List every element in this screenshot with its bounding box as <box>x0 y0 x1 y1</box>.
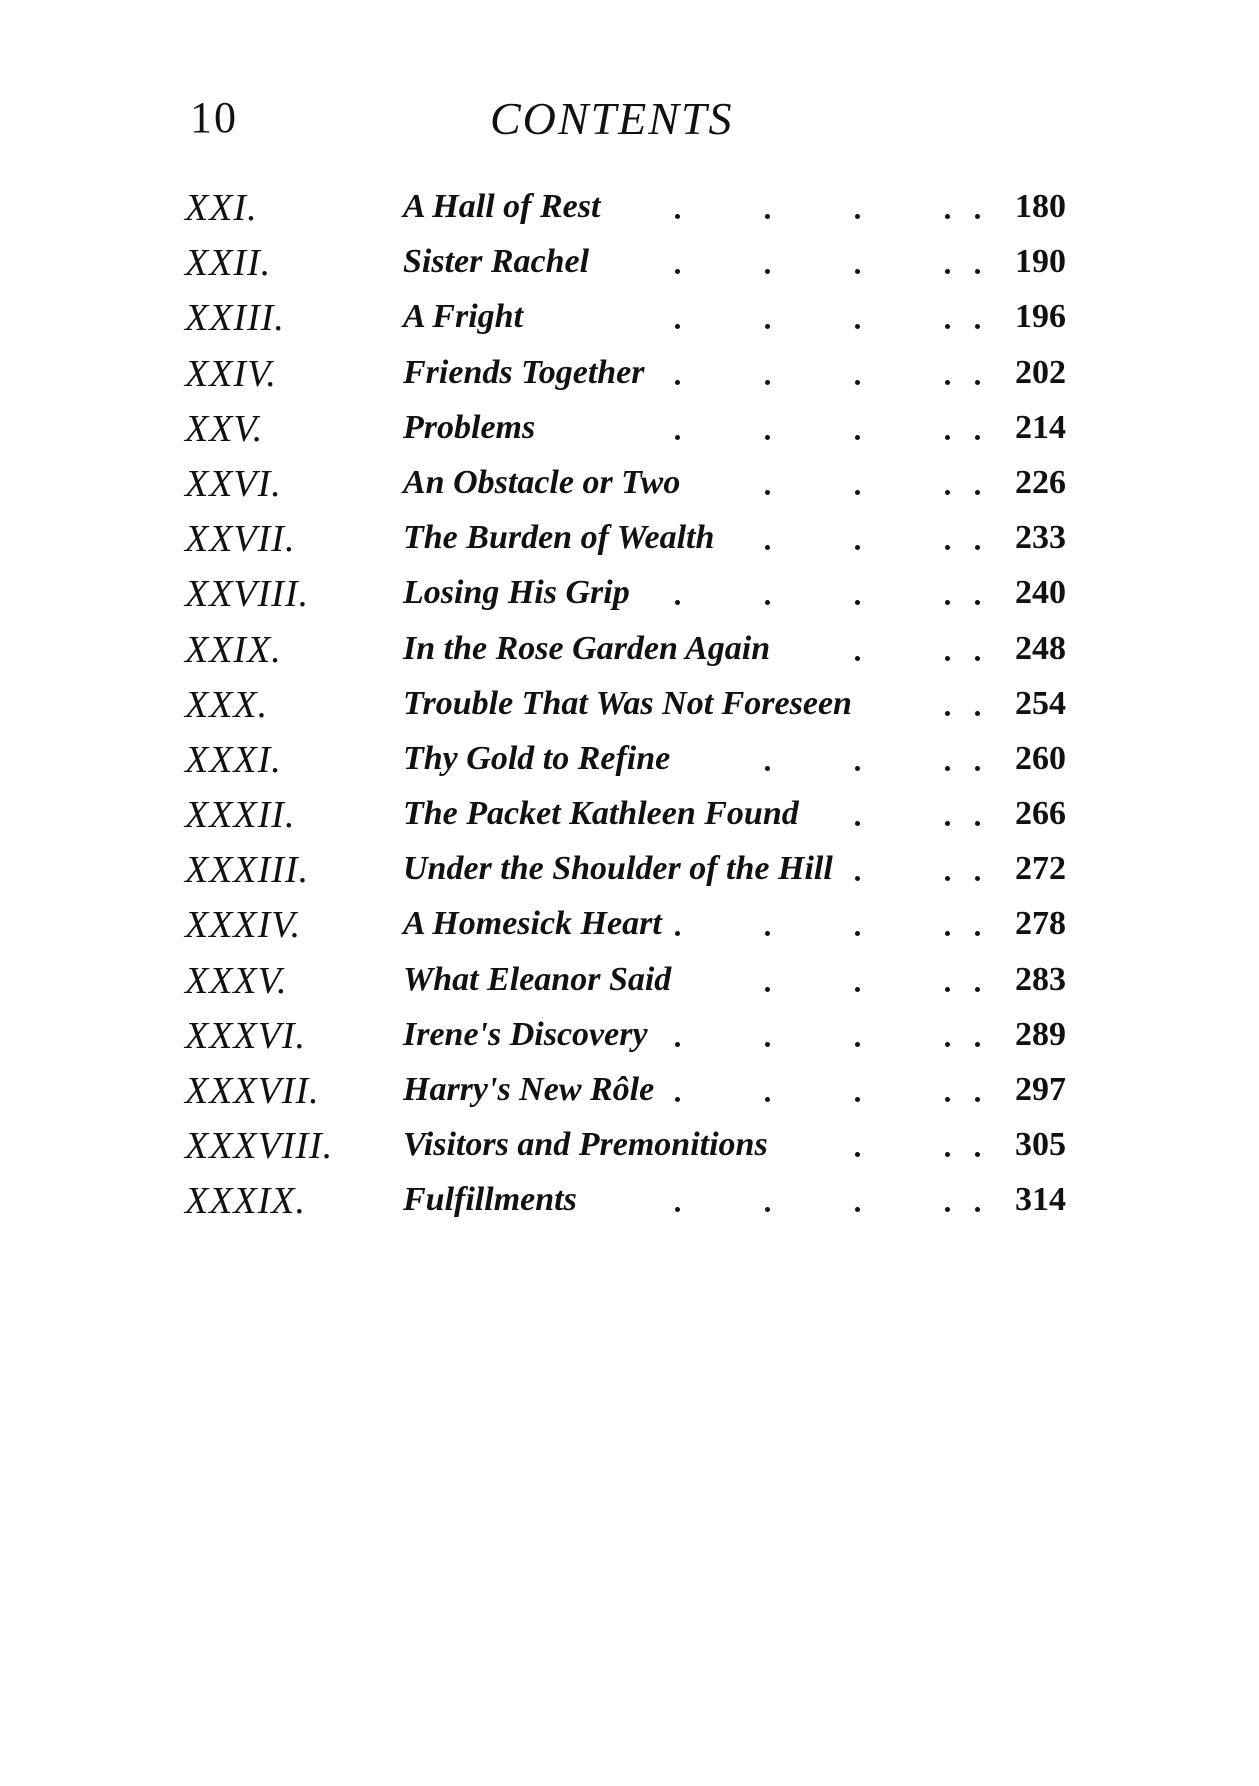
leader-dot <box>945 931 950 936</box>
toc-entry <box>185 628 1085 683</box>
toc-entry <box>185 959 1085 1014</box>
dot-leader <box>185 245 1085 285</box>
leader-dot <box>975 269 980 274</box>
dot-leader <box>185 852 1085 892</box>
toc-entry <box>185 683 1085 738</box>
leader-dot <box>975 987 980 992</box>
dot-leader <box>185 1015 1085 1058</box>
chapter-title: The Burden of Wealth <box>403 519 715 557</box>
leader-dot <box>765 324 770 329</box>
leader-dot <box>975 600 980 605</box>
dot-leader <box>185 576 1085 616</box>
page-reference: 214 <box>1015 408 1066 446</box>
dot-leader <box>185 1183 1085 1223</box>
leader-dot <box>975 214 980 219</box>
leader-dot <box>765 600 770 605</box>
toc-entry <box>185 296 1085 351</box>
leader-dot <box>675 600 680 605</box>
leader-dot <box>975 380 980 385</box>
dot-leader <box>185 300 1085 340</box>
chapter-title: The Packet Kathleen Found <box>403 795 799 833</box>
leader-dot <box>855 269 860 274</box>
table-of-contents <box>185 186 1085 1235</box>
leader-dot <box>765 435 770 440</box>
chapter-title: Friends Together <box>403 353 645 391</box>
page-reference: 226 <box>1015 463 1066 501</box>
toc-entry <box>185 572 1085 627</box>
chapter-title: What Eleanor Said <box>403 960 672 998</box>
chapter-title: Thy Gold to Refine <box>403 739 671 777</box>
chapter-title: Harry's New Rôle <box>403 1071 655 1108</box>
toc-entry <box>185 848 1085 903</box>
dot-leader <box>185 408 1085 451</box>
toc-entry <box>185 1179 1085 1234</box>
leader-dot <box>975 1207 980 1212</box>
leader-dot <box>675 1042 680 1047</box>
page-reference: 260 <box>1015 739 1066 777</box>
leader-dot <box>765 987 770 992</box>
dot-leader <box>185 907 1085 947</box>
chapter-title: Fulfillments <box>403 1181 577 1219</box>
chapter-number: XXXIV. <box>185 904 302 947</box>
leader-dot <box>945 1152 950 1157</box>
page-reference: 196 <box>1015 298 1066 336</box>
page-reference: 314 <box>1015 1181 1066 1219</box>
leader-dot <box>945 380 950 385</box>
chapter-number: XXVII. <box>185 518 296 561</box>
chapter-title: Losing His Grip <box>403 574 630 612</box>
toc-entry <box>185 462 1085 517</box>
leader-dot <box>945 600 950 605</box>
toc-entry <box>185 352 1085 407</box>
chapter-number: XXXV. <box>185 959 288 1002</box>
leader-dot <box>675 214 680 219</box>
chapter-number: XXXVIII. <box>185 1125 334 1168</box>
page-reference: 289 <box>1015 1015 1066 1053</box>
leader-dot <box>855 545 860 550</box>
leader-dot <box>945 324 950 329</box>
page-reference: 305 <box>1015 1126 1066 1164</box>
chapter-number: XXV. <box>185 407 264 450</box>
leader-dot <box>945 435 950 440</box>
leader-dot <box>675 1207 680 1212</box>
page-reference: 180 <box>1015 188 1066 225</box>
leader-dot <box>855 656 860 661</box>
leader-dot <box>675 380 680 385</box>
chapter-title: Problems <box>403 408 536 446</box>
leader-dot <box>765 1097 770 1102</box>
leader-dot <box>675 1097 680 1102</box>
leader-dot <box>945 766 950 771</box>
leader-dot <box>975 711 980 716</box>
leader-dot <box>765 269 770 274</box>
chapter-title: A Fright <box>403 298 524 336</box>
dot-leader <box>185 463 1085 506</box>
chapter-title: Visitors and Premonitions <box>403 1126 768 1164</box>
leader-dot <box>975 821 980 826</box>
leader-dot <box>765 490 770 495</box>
chapter-number: XXIX. <box>185 628 282 671</box>
dot-leader <box>185 353 1085 396</box>
chapter-title: In the Rose Garden Again <box>403 629 771 667</box>
chapter-number: XXIV. <box>185 352 277 395</box>
leader-dot <box>945 545 950 550</box>
leader-dot <box>855 931 860 936</box>
leader-dot <box>855 987 860 992</box>
dot-leader <box>185 960 1085 1003</box>
chapter-number: XXVIII. <box>185 573 310 616</box>
page-reference: 283 <box>1015 960 1066 998</box>
leader-dot <box>765 931 770 936</box>
chapter-title: An Obstacle or Two <box>403 463 681 501</box>
leader-dot <box>855 435 860 440</box>
leader-dot <box>975 656 980 661</box>
dot-leader <box>185 1073 1085 1113</box>
dot-leader <box>185 521 1085 561</box>
leader-dot <box>855 876 860 881</box>
leader-dot <box>945 711 950 716</box>
leader-dot <box>975 1097 980 1102</box>
leader-dot <box>975 545 980 550</box>
page-reference: 297 <box>1015 1071 1066 1108</box>
leader-dot <box>675 269 680 274</box>
leader-dot <box>765 1042 770 1047</box>
leader-dot <box>855 766 860 771</box>
leader-dot <box>855 1097 860 1102</box>
leader-dot <box>975 490 980 495</box>
leader-dot <box>945 490 950 495</box>
page-number: 10 <box>190 93 238 142</box>
page-reference: 233 <box>1015 519 1066 557</box>
toc-entry <box>185 1069 1085 1124</box>
toc-entry <box>185 903 1085 958</box>
leader-dot <box>765 214 770 219</box>
leader-dot <box>945 987 950 992</box>
page-reference: 202 <box>1015 353 1066 391</box>
toc-entry <box>185 1124 1085 1179</box>
dot-leader <box>185 797 1085 837</box>
dot-leader <box>185 190 1085 230</box>
leader-dot <box>765 545 770 550</box>
toc-entry <box>185 793 1085 848</box>
toc-entry <box>185 517 1085 572</box>
dot-leader <box>185 1128 1085 1168</box>
leader-dot <box>675 931 680 936</box>
toc-entry <box>185 1014 1085 1069</box>
toc-entry <box>185 738 1085 793</box>
chapter-number: XXII. <box>185 242 272 285</box>
toc-entry <box>185 186 1085 241</box>
chapter-number: XXXI. <box>185 738 282 781</box>
page-reference: 240 <box>1015 574 1066 612</box>
leader-dot <box>945 821 950 826</box>
leader-dot <box>975 766 980 771</box>
toc-entry <box>185 407 1085 462</box>
leader-dot <box>855 1207 860 1212</box>
leader-dot <box>975 931 980 936</box>
leader-dot <box>855 214 860 219</box>
dot-leader <box>185 629 1085 672</box>
page-reference: 248 <box>1015 629 1066 667</box>
toc-entry <box>185 241 1085 296</box>
chapter-title: Sister Rachel <box>403 243 590 281</box>
page-reference: 190 <box>1015 243 1066 281</box>
leader-dot <box>945 1207 950 1212</box>
page-reference: 272 <box>1015 850 1066 888</box>
leader-dot <box>765 1207 770 1212</box>
chapter-number: XXXIX. <box>185 1180 307 1223</box>
chapter-title: Trouble That Was Not Foreseen <box>403 684 852 722</box>
leader-dot <box>975 876 980 881</box>
leader-dot <box>975 1152 980 1157</box>
leader-dot <box>945 656 950 661</box>
chapter-number: XXXVII. <box>185 1070 320 1112</box>
leader-dot <box>945 269 950 274</box>
chapter-number: XXXIII. <box>185 849 310 892</box>
leader-dot <box>975 435 980 440</box>
leader-dot <box>855 600 860 605</box>
leader-dot <box>765 766 770 771</box>
page-reference: 278 <box>1015 905 1066 943</box>
chapter-title: A Homesick Heart <box>403 905 662 943</box>
chapter-number: XXXVI. <box>185 1014 307 1057</box>
leader-dot <box>855 1152 860 1157</box>
leader-dot <box>945 876 950 881</box>
leader-dot <box>765 380 770 385</box>
leader-dot <box>945 1097 950 1102</box>
chapter-number: XXVI. <box>185 462 282 505</box>
page-reference: 266 <box>1015 795 1066 833</box>
dot-leader <box>185 684 1085 727</box>
chapter-number: XXX. <box>185 683 269 726</box>
chapter-number: XXXII. <box>185 794 296 837</box>
chapter-number: XXIII. <box>185 297 285 340</box>
leader-dot <box>855 380 860 385</box>
chapter-title: Under the Shoulder of the Hill <box>403 850 833 888</box>
leader-dot <box>855 1042 860 1047</box>
chapter-title: A Hall of Rest <box>403 188 601 225</box>
leader-dot <box>855 821 860 826</box>
leader-dot <box>855 490 860 495</box>
leader-dot <box>945 214 950 219</box>
chapter-title: Irene's Discovery <box>403 1015 648 1053</box>
leader-dot <box>975 1042 980 1047</box>
leader-dot <box>945 1042 950 1047</box>
leader-dot <box>975 324 980 329</box>
page-title: CONTENTS <box>490 93 734 144</box>
chapter-number: XXI. <box>185 187 258 229</box>
dot-leader <box>185 739 1085 782</box>
leader-dot <box>855 324 860 329</box>
leader-dot <box>675 324 680 329</box>
page-reference: 254 <box>1015 684 1066 722</box>
leader-dot <box>675 435 680 440</box>
